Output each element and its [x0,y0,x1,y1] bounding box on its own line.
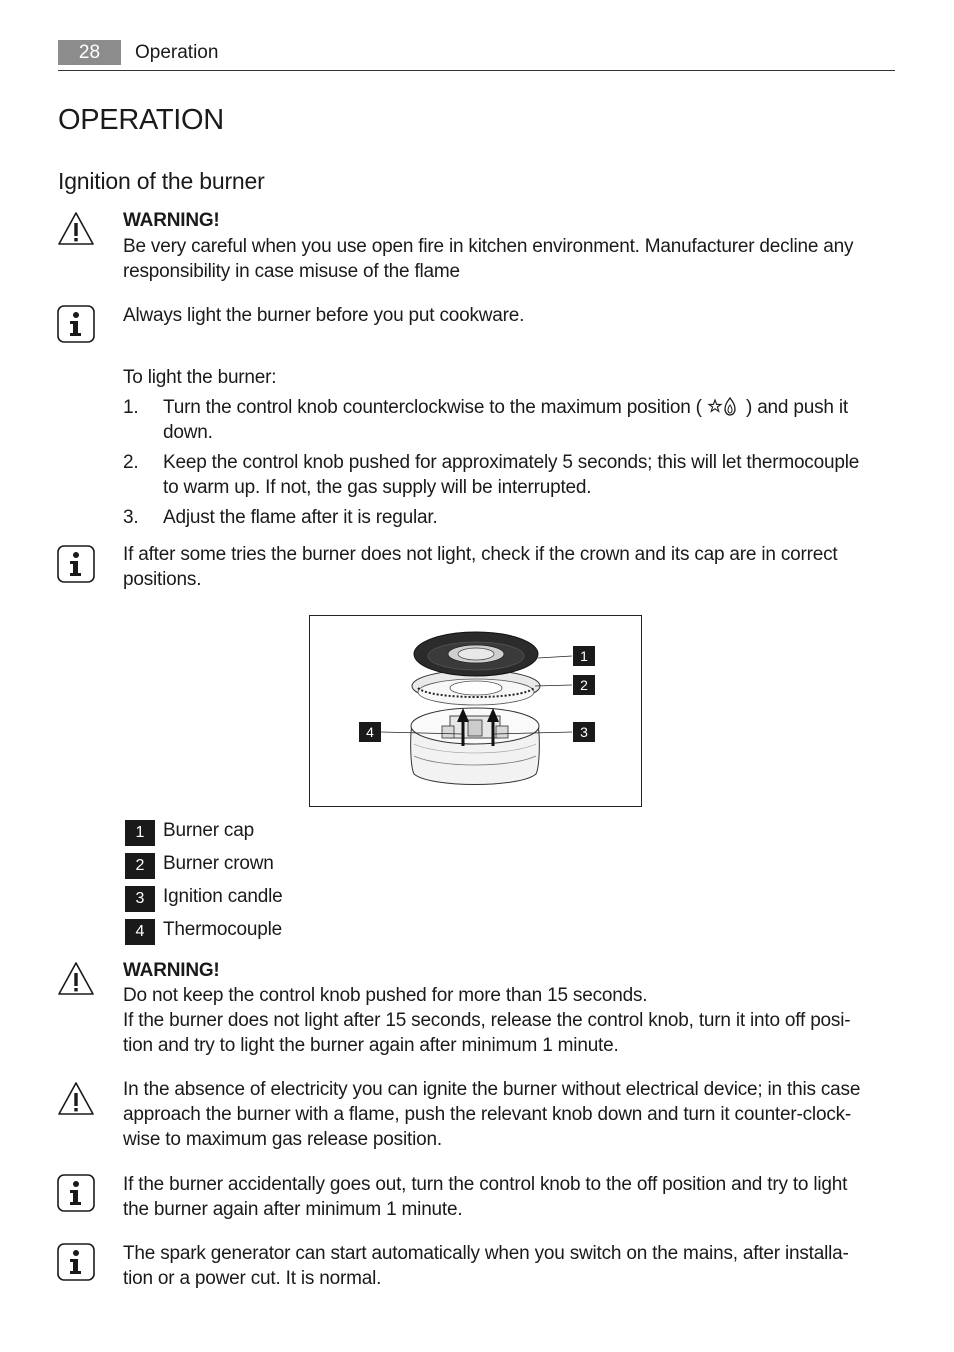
header-rule [58,70,895,71]
step-text-line: Keep the control knob pushed for approximately 5 seconds; this will let thermocouple [163,452,860,473]
info-icon [57,305,95,343]
legend-label: Burner crown [163,853,274,874]
page-title: OPERATION [58,104,224,136]
step-number: 3. [123,507,139,528]
info-text-line: The spark generator can start automatically when you switch on the mains, after installa- [123,1243,849,1264]
step-number: 1. [123,397,139,418]
warning-text-line: responsibility in case misuse of the flame [123,261,460,282]
section-subtitle: Ignition of the burner [58,168,265,194]
info-text-line: positions. [123,569,202,590]
burner-illustration [310,616,641,806]
step-text-line: down. [163,422,213,443]
info-text: Always light the burner before you put cookware. [123,305,525,326]
info-text-line: tion or a power cut. It is normal. [123,1268,382,1289]
warning-icon [57,1080,95,1118]
figure-label-4: 4 [359,722,381,742]
warning-text-line: Be very careful when you use open fire in kitchen environment. Manufacturer decline any [123,236,854,257]
step-text-line [163,395,848,420]
warning-label: WARNING! [123,210,220,231]
legend-number: 3 [125,886,155,912]
step-number: 2. [123,452,139,473]
burner-diagram [309,615,642,807]
step-text-part: Turn the control knob counterclockwise to the maximum position ( [163,397,702,418]
step-text-line: to warm up. If not, the gas supply will be interrupted. [163,477,592,498]
figure-label-2: 2 [573,675,595,695]
warning-label: WARNING! [123,960,220,981]
info-icon [57,1174,95,1212]
info-text-line: the burner again after minimum 1 minute. [123,1199,463,1220]
steps-intro: To light the burner: [123,367,277,388]
warning-icon [57,210,95,248]
warning-text-line: approach the burner with a flame, push the relevant knob down and turn it counter-clock- [123,1104,852,1125]
figure-label-3: 3 [573,722,595,742]
page-number: 28 [58,40,121,65]
max-flame-icon [707,396,741,416]
warning-text-line: tion and try to light the burner again after minimum 1 minute. [123,1035,619,1056]
legend-number: 1 [125,820,155,846]
warning-text-line: Do not keep the control knob pushed for more than 15 seconds. [123,985,648,1006]
warning-text-line: In the absence of electricity you can ignite the burner without electrical device; in this case [123,1079,861,1100]
step-text-line: Adjust the flame after it is regular. [163,507,438,528]
legend-label: Burner cap [163,820,254,841]
legend-number: 2 [125,853,155,879]
step-text-part: ) and push it [745,397,848,418]
legend-number: 4 [125,919,155,945]
section-name: Operation [135,42,219,63]
warning-text-line: If the burner does not light after 15 seconds, release the control knob, turn it into off posi- [123,1010,851,1031]
info-icon [57,1243,95,1281]
warning-icon [57,960,95,998]
figure-label-1: 1 [573,646,595,666]
info-text-line: If the burner accidentally goes out, turn the control knob to the off position and try to light [123,1174,848,1195]
legend-label: Thermocouple [163,919,283,940]
info-icon [57,545,95,583]
legend-label: Ignition candle [163,886,283,907]
warning-text-line: wise to maximum gas release position. [123,1129,442,1150]
info-text-line: If after some tries the burner does not light, check if the crown and its cap are in correct [123,544,838,565]
